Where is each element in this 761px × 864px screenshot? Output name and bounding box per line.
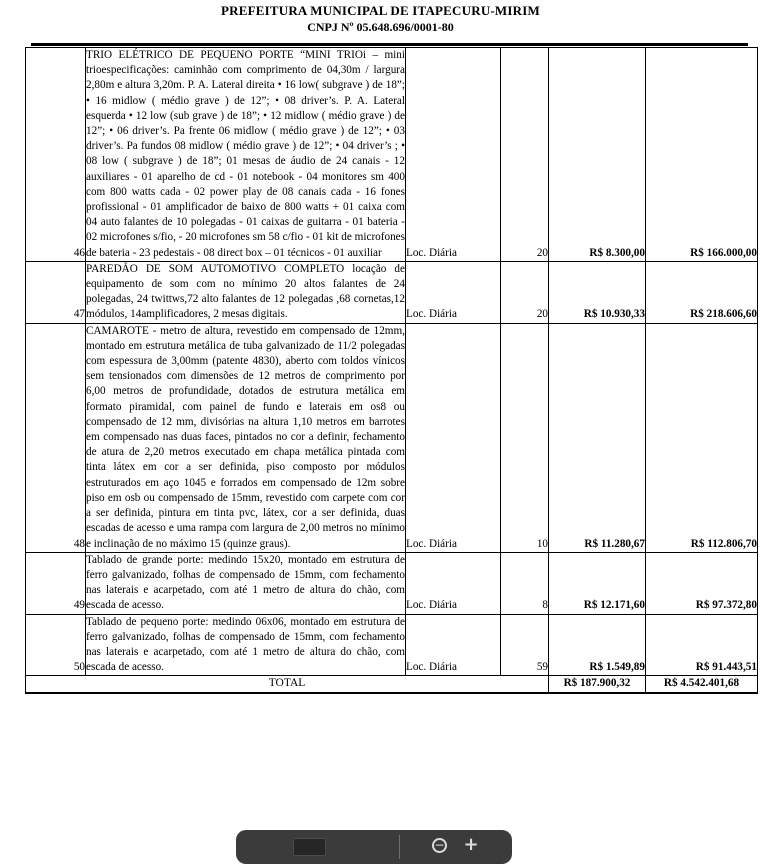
item-number: 49 [26,552,86,614]
item-quantity: 20 [501,261,549,323]
toolbar-divider [399,835,400,859]
item-unit: Loc. Diária [406,614,501,676]
table-row [26,323,758,552]
item-total-price: R$ 97.372,80 [646,552,758,614]
item-unit: Loc. Diária [406,552,501,614]
item-number: 46 [26,48,86,262]
item-quantity: 20 [501,48,549,262]
item-unit: Loc. Diária [406,48,501,262]
item-unit-price: R$ 1.549,89 [549,614,646,676]
item-total-price: R$ 218.606,60 [646,261,758,323]
total-label: TOTAL [26,676,549,693]
item-total-price: R$ 112.806,70 [646,323,758,552]
zoom-in-icon[interactable]: + [463,834,479,855]
header-rule [31,43,748,46]
item-number: 48 [26,323,86,552]
document-title: PREFEITURA MUNICIPAL DE ITAPECURU-MIRIM [221,3,540,18]
item-unit: Loc. Diária [406,261,501,323]
item-unit-price: R$ 10.930,33 [549,261,646,323]
zoom-out-icon[interactable]: − [432,838,447,853]
document-cnpj: CNPJ Nº 05.648.696/0001-80 [307,20,454,34]
item-unit-price: R$ 8.300,00 [549,48,646,262]
total-row [26,676,758,693]
item-number: 47 [26,261,86,323]
item-unit: Loc. Diária [406,323,501,552]
item-unit-price: R$ 11.280,67 [549,323,646,552]
table-row [26,552,758,614]
page-input[interactable] [293,838,326,856]
total-unit-price-sum: R$ 187.900,32 [549,676,646,693]
total-grand-sum: R$ 4.542.401,68 [646,676,758,693]
document-header [0,3,761,35]
item-description: TRIO ELÉTRICO DE PEQUENO PORTE “MINI TRIOi – mini trioespecificações: caminhão com comprimento de 04,30m / largura 2,80m e altura 3,20m. P. A. Lateral direita • 16 low( subgrave ) de 18”; • 16 midlow ( médio grave ) de 12”; • 08 driver’s. P. A. Lateral esquerda • 12 low (sub grave ) de 18”; • 12 midlow ( médio grave ) de 12”; • 06 driver’s. Pa frente 06 midlow ( médio grave ) de 12”; • 03 driver’s. Pa fundos 08 midlow ( médio grave ) de 12”; • 04 driver’s ; • 08 low ( subgrave ) de 18”; 01 mesas de áudio de 24 canais - 12 auxiliares - 01 aparelho de cd - 01 notebook - 04 monitores sm 400 com 800 watts cada - 02 power play de 08 canais cada - 16 fones profissional - 01 amplificador de baixo de 800 watts + 01 caixa com 04 auto falantes de 10 polegadas - 01 caixas de guitarra - 01 bateria - 02 microfones s/fio, - 20 microfones sm 58 c/fio - 01 kit de microfones de bateria - 23 pedestais - 08 direct box – 01 técnicos - 01 auxiliar [86,48,406,262]
item-total-price: R$ 91.443,51 [646,614,758,676]
table-row [26,614,758,676]
item-description: CAMAROTE - metro de altura, revestido em compensado de 12mm, montado em estrutura metálica de tuba galvanizado de 11/2 polegadas com espessura de 3,00mm (patente 4830), aberto com toldos vínicos sem tensionados com dimensões de 12 metros de comprimento por 6,00 metros de profundidade, dotados de estrutura metálica em formato piramidal, com painel de fundo e laterais em os8 ou compensado de 12 mm, divisórias na altura 1,10 metros em barrotes em compensado nas duas faces, pintados no cor a definir, fechamento de atura de 2,20 metros executado em chapa metálica pintada com tinta látex em cor a ser definida, piso composto por módulos estruturados em aço 1045 e forrados em compensado de 12m sobre piso em osb ou compensado de 15mm, revestido com carpete com cor a ser definida, pintura em tinta pvc, látex, cor a ser definida, duas escadas de acesso e uma rampa com largura de 2,00 metros no mínimo e inclinação de no máximo 15 (quinze graus). [86,323,406,552]
table-row [26,48,758,262]
item-quantity: 8 [501,552,549,614]
items-table [25,47,758,694]
item-description: PAREDÃO DE SOM AUTOMOTIVO COMPLETO locação de equipamento de som com no mínimo 20 altos falantes de 24 polegadas, 24 twittws,72 alto falantes de 12 polegadas ,68 cornetas,12 módulos, 14amplificadores, 2 mesas digitais. [86,261,406,323]
item-quantity: 59 [501,614,549,676]
pdf-viewer-toolbar[interactable] [236,830,512,864]
item-description: Tablado de pequeno porte: medindo 06x06, montado em estrutura de ferro galvanizado, folhas de compensado de 15mm, com fechamento nas laterais e acarpetado, com até 1 metro de altura do chão, com escada de acesso. [86,614,406,676]
item-quantity: 10 [501,323,549,552]
item-total-price: R$ 166.000,00 [646,48,758,262]
item-number: 50 [26,614,86,676]
item-description: Tablado de grande porte: medindo 15x20, montado em estrutura de ferro galvanizado, folhas de compensado de 15mm, com fechamento nas laterais e acarpetado, com até 1 metro de altura do chão, com escada de acesso. [86,552,406,614]
item-unit-price: R$ 12.171,60 [549,552,646,614]
table-row [26,261,758,323]
